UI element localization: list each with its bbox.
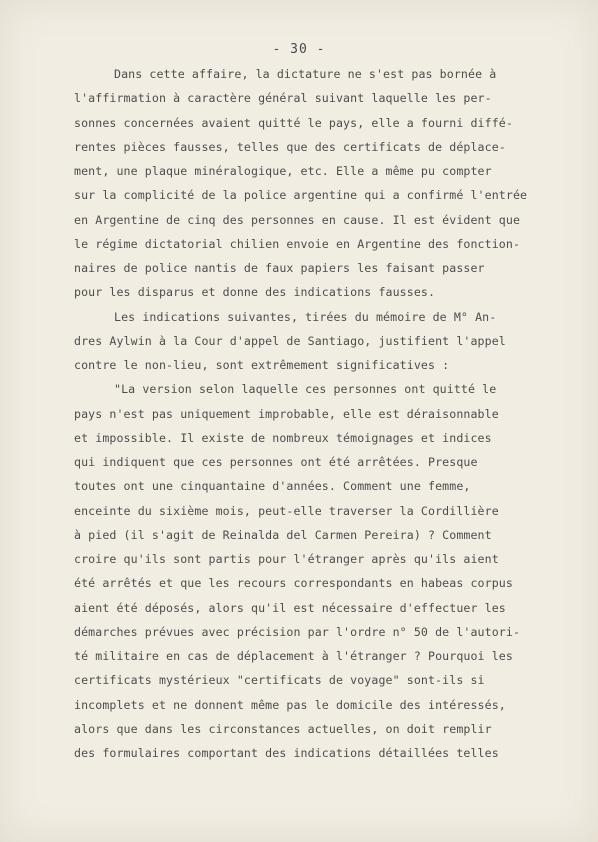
text-line: pour les disparus et donne des indications fausses.: [74, 285, 436, 300]
text-line: et impossible. Il existe de nombreux témoignages et indices: [74, 430, 492, 445]
text-line: naires de police nantis de faux papiers les faisant passer: [74, 261, 485, 275]
text-line: démarches prévues avec précision par l'ordre n° 50 de l'autori-: [74, 624, 521, 639]
text-line: enceinte du sixième mois, peut-elle traverser la Cordillière: [74, 503, 499, 518]
text-line: sur la complicité de la police argentine qui a confirmé l'entrée: [74, 188, 528, 203]
text-line: certificats mystérieux "certificats de voyage" sont-ils si: [74, 673, 485, 688]
text-line: ment, une plaque minéralogique, etc. Elle a même pu compter: [74, 164, 492, 178]
text-line: toutes ont une cinquantaine d'années. Comment une femme,: [74, 479, 471, 494]
text-line: Les indications suivantes, tirées du mémoire de M° An-: [114, 309, 497, 324]
text-line: en Argentine de cinq des personnes en cause. Il est évident que: [74, 212, 521, 227]
text-line: rentes pièces fausses, telles que des certificats de déplace-: [74, 139, 506, 154]
text-line: "La version selon laquelle ces personnes ont quitté le: [114, 382, 497, 397]
text-line: qui indiquent que ces personnes ont été arrêtées. Presque: [74, 455, 478, 469]
text-line: le régime dictatorial chilien envoie en Argentine des fonction-: [74, 236, 521, 251]
text-line: incomplets et ne donnent même pas le domicile des intéressés,: [74, 697, 506, 712]
text-line: croire qu'ils sont partis pour l'étranger après qu'ils aient: [74, 552, 499, 566]
text-line: été arrêtés et que les recours correspondants en habeas corpus: [74, 576, 513, 591]
text-line: aient été déposés, alors qu'il est nécessaire d'effectuer les: [74, 600, 506, 615]
text-line: dres Aylwin à la Cour d'appel de Santiago, justifient l'appel: [74, 333, 506, 348]
text-line: alors que dans les circonstances actuelles, on doit remplir: [74, 721, 492, 736]
text-line: pays n'est pas uniquement improbable, elle est déraisonnable: [74, 406, 499, 421]
text-line: l'affirmation à caractère général suivant laquelle les per-: [74, 91, 492, 106]
text-line: contre le non-lieu, sont extrêmement significatives :: [74, 358, 450, 372]
page-number: - 30 -: [272, 42, 326, 57]
text-line: des formulaires comportant des indications détaillées telles: [74, 746, 499, 760]
body-text: [74, 62, 560, 765]
text-line: sonnes concernées avaient quitté le pays, elle a fourni diffé-: [74, 115, 513, 130]
text-line: Dans cette affaire, la dictature ne s'est pas bornée à: [114, 67, 497, 81]
text-line: à pied (il s'agit de Reinalda del Carmen Pereira) ? Comment: [74, 527, 492, 542]
text-line: té militaire en cas de déplacement à l'étranger ? Pourquoi les: [74, 649, 513, 663]
